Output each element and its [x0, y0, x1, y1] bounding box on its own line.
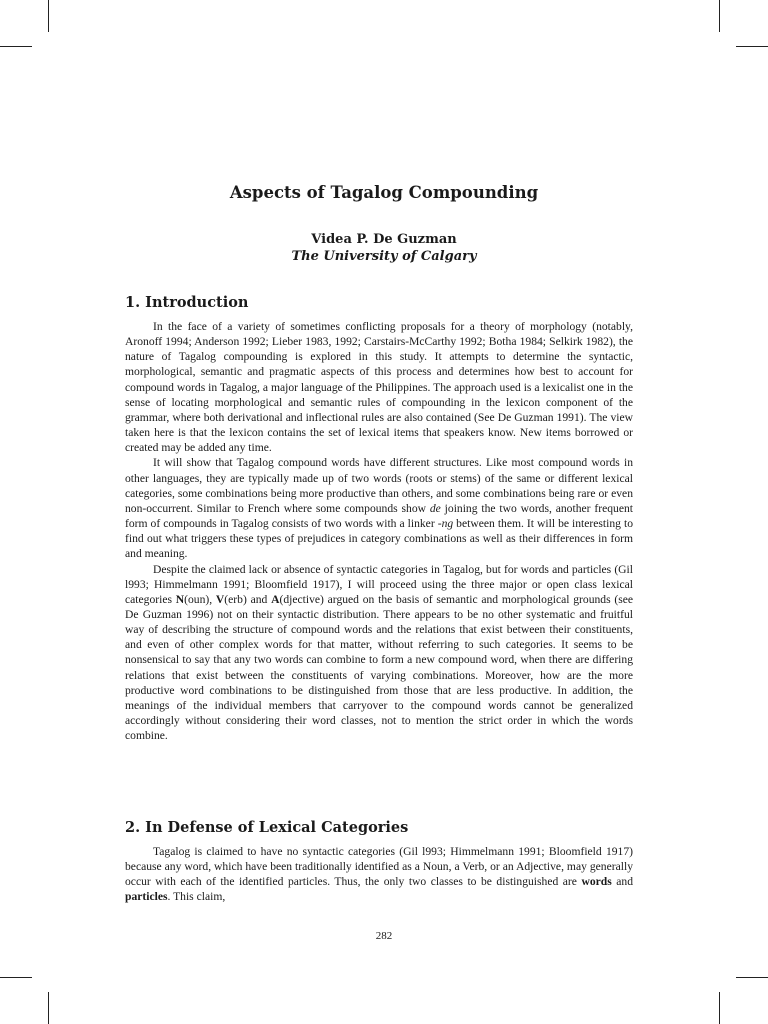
- paragraph: [125, 319, 633, 455]
- paragraph-text: (oun),: [184, 592, 216, 606]
- paragraph-text: between them. It will be interesting to find out what triggers these types of prejudices in category combinations as well as their differences in form and meaning.: [125, 517, 633, 561]
- section-heading-introduction: 1. Introduction: [125, 294, 249, 311]
- crop-mark-bottom-right-h: [736, 977, 768, 978]
- author-name: Videa P. De Guzman: [311, 232, 457, 247]
- italic-term: de: [429, 501, 441, 515]
- bold-term: N: [175, 592, 185, 606]
- crop-mark-top-right-v: [719, 0, 720, 32]
- paper-title: Aspects of Tagalog Compounding: [229, 183, 539, 202]
- crop-mark-top-left-h: [0, 46, 32, 47]
- italic-term: -ng: [437, 517, 454, 531]
- section-lexical-categories-body: [125, 844, 633, 905]
- crop-mark-bottom-left-h: [0, 977, 32, 978]
- section-introduction-body: [125, 319, 633, 743]
- paragraph-text: Tagalog is claimed to have no syntactic categories (Gil l993; Himmelmann 1991; Bloomfield 1917) because any word, which have been traditionally identified as a Noun, a Verb, or an Adjective, may generally occur with each of the identified particles. Thus, the only two classes to be distinguished are: [125, 845, 633, 889]
- paragraph: [125, 562, 633, 744]
- crop-mark-bottom-left-v: [48, 992, 49, 1024]
- author-affiliation: The University of Calgary: [291, 249, 477, 264]
- paragraph-text: It will show that Tagalog compound words have different structures. Like most compound words in other languages, they are typically made up of two words (roots or stems) of the same or different lexical categories, some combinations being more productive than others, and some combinations being rare or even non-occurrent. Similar to French where some compounds show: [125, 456, 633, 515]
- paragraph-text: . This claim,: [167, 890, 226, 904]
- crop-mark-bottom-right-v: [719, 992, 720, 1024]
- bold-term: A: [271, 592, 280, 606]
- paragraph: [125, 455, 633, 561]
- bold-term: V: [215, 592, 225, 606]
- paragraph-text: (erb) and: [224, 592, 272, 606]
- section-heading-lexical-categories: 2. In Defense of Lexical Categories: [125, 819, 409, 836]
- paragraph-text: and: [611, 875, 633, 889]
- paragraph-text: (djective) argued on the basis of semantic and morphological grounds (see De Guzman 1996) not on their syntactic distribution. There appears to be no other systematic and fruitful way of describing the structure of compound words and the relations that exist between their constituents, and even of other complex words for that matter, without referring to such categories. It seems to be nonsensical to say that any two words can combine to form a new compound word, when there are differing relations that exist between the constituents of varying combinations. Moreover, how are the more productive word combinations to be distinguished from those that are less productive. In addition, the meanings of the individual members that carryover to the compound words cannot be generalized accordingly without considering their word classes, not to mention the strict order in which the words combine.: [125, 592, 634, 743]
- paragraph-text: In the face of a variety of sometimes conflicting proposals for a theory of morphology (notably, Aronoff 1994; Anderson 1992; Lieber 1983, 1992; Carstairs-McCarthy 1992; Botha 1984; Selkirk 1982), the nature of Tagalog compounding is explored in this study. It attempts to determine the syntactic, morphological, semantic and pragmatic aspects of this process and determines how best to account for compound words in Tagalog, a major language of the Philippines. The approach used is a lexicalist one in the sense of locating morphological and semantic rules of compounding in the lexicon component of the grammar, where both derivational and inflectional rules are also contained (See De Guzman 1991). The view taken here is that the lexicon contains the set of lexical items that speakers know. New items borrowed or created may be added any time.: [125, 320, 633, 455]
- crop-mark-top-left-v: [48, 0, 49, 32]
- paragraph-text: joining the two words, another frequent form of compounds in Tagalog consists of two words with a linker: [125, 501, 633, 531]
- bold-term: particles: [125, 890, 168, 904]
- paragraph-text: Despite the claimed lack or absence of syntactic categories in Tagalog, but for words and particles (Gil l993; Himmelmann 1991; Bloomfield 1917), I will proceed using the three major or open class lexical categories: [125, 562, 633, 606]
- bold-term: words: [581, 875, 612, 889]
- page-number: 282: [375, 930, 393, 942]
- crop-mark-top-right-h: [736, 46, 768, 47]
- paragraph: [125, 844, 633, 905]
